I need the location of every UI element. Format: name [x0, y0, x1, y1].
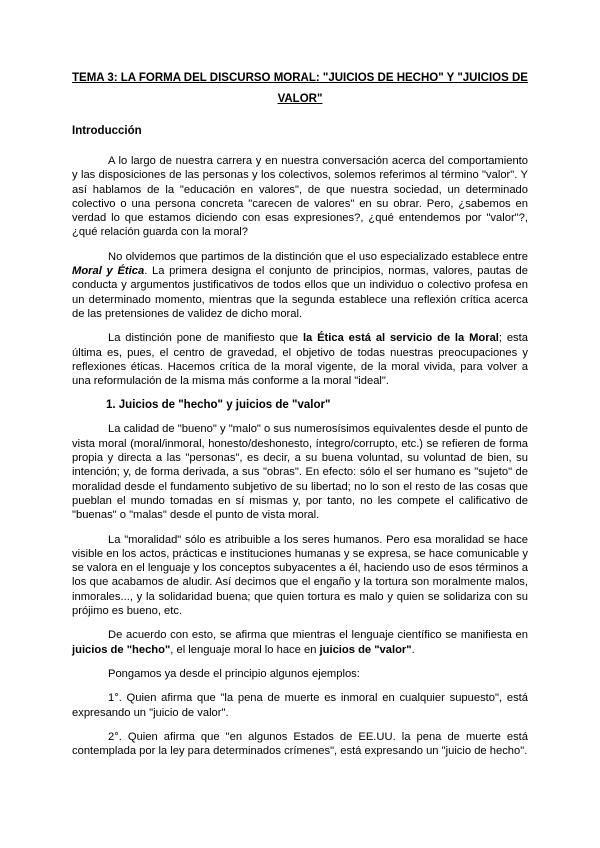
- paragraph-3-emphasis: la Ética está al servicio de la Moral: [302, 332, 499, 345]
- paragraph-7: Pongamos ya desde el principio algunos ejemplos:: [108, 667, 360, 680]
- section-1-heading: 1. Juicios de "hecho" y juicios de "valor": [106, 399, 331, 412]
- paragraph-4: La calidad de "bueno" y "malo" o sus numerosísimos equivalentes desde el punto de vista moral (moral/inmoral, honesto/deshonesto, íntegro/corrupto, etc.) se refieren de forma propia y directa a las "personas", es decir, a su buena voluntad, su voluntad de bien, su intención; y, de forma derivada, a sus "obras". En efecto: sólo el ser humano es "sujeto" de moralidad desde el fundamento subjetivo de su libertad; no lo son el resto de las cosas que pueblan el mundo tomadas en sí mismas y, por tanto, no les compete el calificativo de "buenas" o "malas" desde el punto de vista moral.: [72, 423, 528, 522]
- paragraph-6-emphasis-2: juicios de "valor": [319, 643, 412, 656]
- paragraph-6: [72, 628, 528, 657]
- paragraph-1: A lo largo de nuestra carrera y en nuestra conversación acerca del comportamiento y las disposiciones de las personas y los colectivos, solemos referimos al término "valor". Y así hablamos de la "educación en valores", de que nuestra sociedad, un determinado colectivo o una persona concreta "carecen de valores" en su obrar. Pero, ¿sabemos en verdad lo que estamos diciendo con esas expresiones?, ¿qué entendemos por "valor"?, ¿qué relación guarda con la moral?: [72, 155, 528, 239]
- paragraph-2-text-c: . La primera designa el conjunto de principios, normas, valores, pautas de conducta y argumentos justificativos de todos ellos que un individuo o colectivo profesa en un determinado momento, mientras que la segunda establece una reflexión crítica acerca de las pretensiones de validez de dicho moral.: [72, 265, 528, 320]
- document-title: TEMA 3: LA FORMA DEL DISCURSO MORAL: "JUICIOS DE HECHO" Y "JUICIOS DE VALOR": [72, 72, 528, 105]
- paragraph-5: La "moralidad" sólo es atribuible a los seres humanos. Pero esa moralidad se hace visible en los actos, prácticas e instituciones humanas y se expresa, se hace comunicable y se valora en el lenguaje y los conceptos subyacentes a él, haciendo uso de esos términos a los que acabamos de aludir. Así decimos que el engaño y la tortura son moralmente malos, inmorales..., y la solidaridad buena; que quien tortura es malo y quien se solidariza con su prójimo es bueno, etc.: [72, 533, 528, 618]
- paragraph-6-text-c: , el lenguaje moral lo hace en: [170, 643, 320, 656]
- paragraph-2-text-a: No olvidemos que partimos de la distinción que el uso especializado establece entre: [108, 250, 528, 263]
- paragraph-3-text-a: La distinción pone de manifiesto que: [108, 332, 303, 345]
- paragraph-8: 1°. Quien afirma que "la pena de muerte es inmoral en cualquier supuesto", está expresando un "juicio de valor".: [72, 692, 528, 719]
- paragraph-6-emphasis-1: juicios de "hecho": [72, 643, 171, 656]
- intro-heading: Introducción: [72, 125, 142, 137]
- paragraph-6-text-a: De acuerdo con esto, se afirma que mientras el lenguaje científico se manifiesta en: [108, 629, 528, 642]
- document-page: [72, 68, 528, 768]
- paragraph-3-text-c: ; esta última es, pues, el centro de gravedad, el objetivo de todas nuestras preocupaciones y reflexiones éticas. Hacemos crítica de la moral vigente, de la moral vivida, para volver a una reformulación de la misma más conforme a la moral "ideal".: [72, 332, 528, 388]
- paragraph-9: 2°. Quien afirma que "en algunos Estados de EE.UU. la pena de muerte está contemplada por la ley para determinados crímenes", está expresando un "juicio de hecho".: [72, 730, 528, 758]
- paragraph-6-text-e: .: [411, 643, 415, 656]
- paragraph-2: [72, 250, 528, 321]
- paragraph-2-emphasis: Moral y Ética: [72, 265, 145, 278]
- paragraph-3: [72, 331, 528, 388]
